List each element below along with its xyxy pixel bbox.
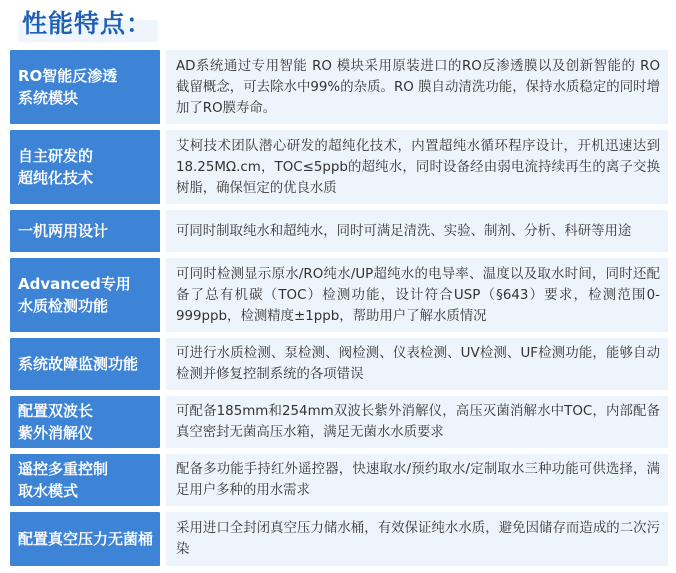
feature-label-line: 自主研发的 — [18, 147, 94, 165]
feature-row-fault-monitor — [6, 338, 670, 390]
feature-row-water-quality — [6, 258, 670, 332]
feature-label-line: 超纯化技术 — [18, 169, 94, 187]
feature-label — [10, 454, 160, 506]
feature-row-ro-module — [6, 50, 670, 124]
feature-row-uv — [6, 396, 670, 448]
feature-label-line: Advanced专用 — [18, 275, 131, 293]
feature-row-vacuum-tank — [6, 512, 670, 566]
feature-row-purification — [6, 130, 670, 204]
page-title: 性能特点： — [22, 9, 153, 38]
feature-label-line: 水质检测功能 — [18, 297, 109, 315]
feature-label-line: 遥控多重控制 — [18, 460, 109, 478]
feature-label-line: 一机两用设计 — [18, 222, 109, 240]
feature-row-remote — [6, 454, 670, 506]
feature-label — [10, 210, 160, 252]
feature-label-line: RO智能反渗透 — [18, 67, 118, 85]
title-block — [22, 6, 152, 42]
feature-label — [10, 512, 160, 566]
feature-description: AD系统通过专用智能 RO 模块采用原装进口的RO反渗透膜以及创新智能的 RO 截留概念，可去除水中99%的杂质。RO 膜自动清洗功能，保持水质稳定的同时增加了RO膜寿命。 — [166, 50, 668, 124]
feature-row-dual-use — [6, 210, 670, 252]
feature-label — [10, 130, 160, 204]
feature-label — [10, 338, 160, 390]
feature-label — [10, 258, 160, 332]
feature-description: 可同时检测显示原水/RO纯水/UP超纯水的电导率、温度以及取水时间，同时还配备了总有机碳（TOC）检测功能，设计符合USP（§643）要求，检测范围0-999ppb，检测精度±1ppb，帮助用户了解水质情况 — [166, 258, 668, 332]
feature-label-line: 系统模块 — [18, 89, 79, 107]
feature-description: 可同时制取纯水和超纯水，同时可满足清洗、实验、制剂、分析、科研等用途 — [166, 210, 668, 252]
feature-description: 艾柯技术团队潜心研发的超纯化技术，内置超纯水循环程序设计，开机迅速达到18.25MΩ.cm，TOC≤5ppb的超纯水，同时设备经由弱电流持续再生的离子交换树脂，确保恒定的优良水质 — [166, 130, 668, 204]
feature-label-line: 紫外消解仪 — [18, 424, 94, 442]
feature-label-line: 系统故障监测功能 — [18, 355, 139, 373]
feature-description: 配备多功能手持红外遥控器，快速取水/预约取水/定制取水三种功能可供选择，满足用户多种的用水需求 — [166, 454, 668, 506]
feature-label — [10, 396, 160, 448]
feature-label-line: 配置真空压力无菌桶 — [18, 530, 154, 548]
feature-description: 可进行水质检测、泵检测、阀检测、仪表检测、UV检测、UF检测功能，能够自动检测并修复控制系统的各项错误 — [166, 338, 668, 390]
feature-label — [10, 50, 160, 124]
feature-description: 采用进口全封闭真空压力储水桶，有效保证纯水水质，避免因储存而造成的二次污染 — [166, 512, 668, 566]
feature-label-line: 配置双波长 — [18, 402, 94, 420]
feature-label-line: 取水模式 — [18, 482, 79, 500]
feature-description: 可配备185mm和254mm双波长紫外消解仪，高压灭菌消解水中TOC，内部配备真空密封无菌高压水箱，满足无菌水水质要求 — [166, 396, 668, 448]
